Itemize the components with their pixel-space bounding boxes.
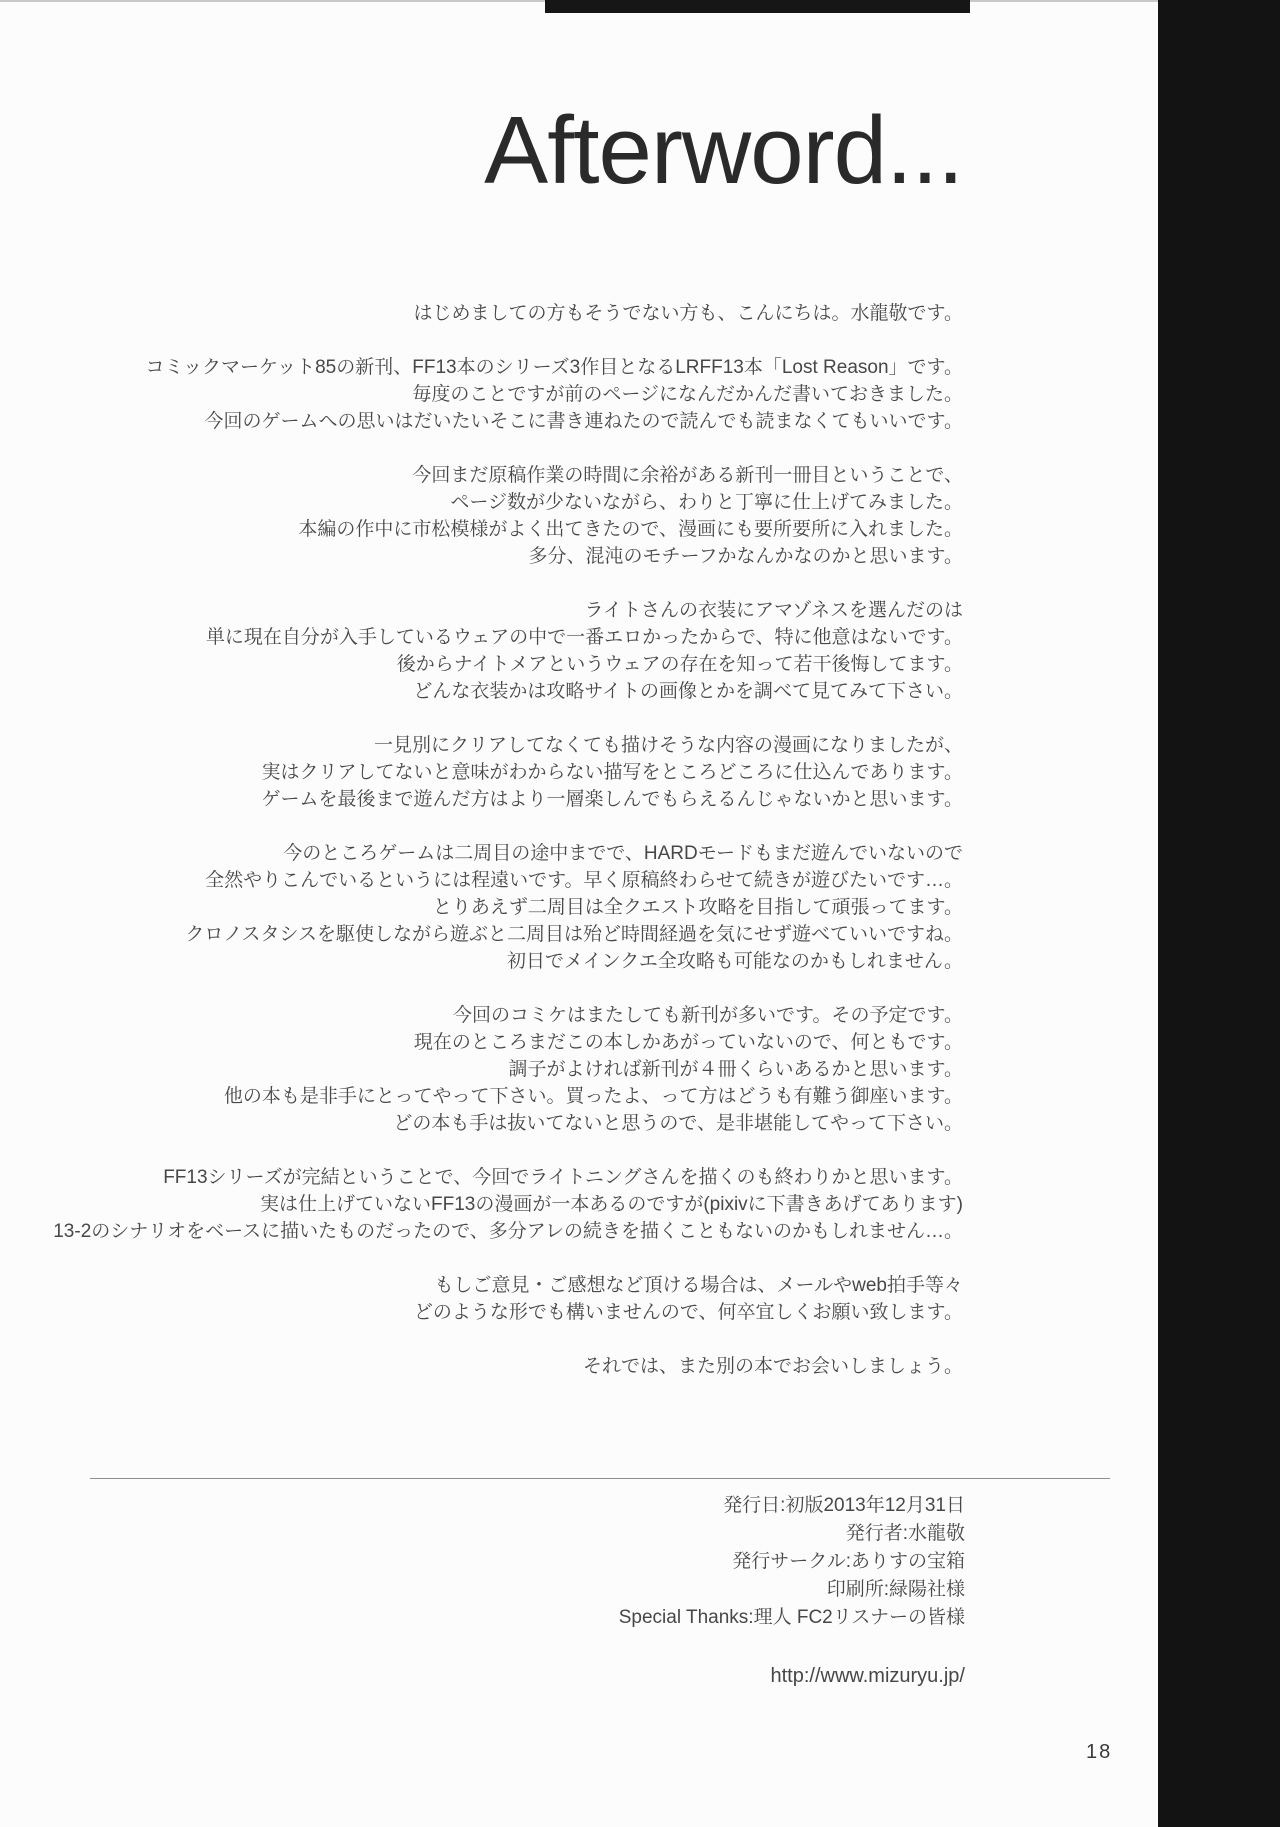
text-line: 現在のところまだこの本しかあがっていないので、何ともです。	[413, 1032, 963, 1053]
text-line: 本編の作中に市松模様がよく出てきたので、漫画にも要所要所に入れました。	[298, 519, 963, 540]
text-line: 今回のゲームへの思いはだいたいそこに書き連ねたので読んでも読まなくてもいいです。	[204, 411, 963, 432]
text-line: どの本も手は抜いてないと思うので、是非堪能してやって下さい。	[393, 1113, 963, 1134]
colophon-divider	[90, 1478, 1110, 1479]
text-line: 単に現在自分が入手しているウェアの中で一番エロかったからで、特に他意はないです。	[205, 627, 963, 648]
text-line: 一見別にクリアしてなくても描けそうな内容の漫画になりましたが、	[373, 735, 963, 756]
text-line: 今のところゲームは二周目の途中までで、HARDモードもまだ遊んでいないので	[283, 843, 963, 864]
text-line: ページ数が少ないながら、わりと丁寧に仕上げてみました。	[450, 492, 963, 513]
paragraph-new-book	[40, 354, 963, 435]
text-line: クロノスタシスを駆使しながら遊ぶと二周目は殆ど時間経過を気にせず遊べていいですね。	[185, 924, 963, 945]
paragraph-comiket	[40, 1002, 963, 1137]
text-line: それでは、また別の本でお会いしましょう。	[582, 1356, 963, 1377]
text-line: 多分、混沌のモチーフかなんかなのかと思います。	[528, 546, 963, 567]
text-line: 後からナイトメアというウェアの存在を知って若干後悔してます。	[396, 654, 963, 675]
text-line: 毎度のことですが前のページになんだかんだ書いておきました。	[412, 384, 963, 405]
text-line: もしご意見・ご感想など頂ける場合は、メールやweb拍手等々	[434, 1275, 963, 1296]
text-line: 今回まだ原稿作業の時間に余裕がある新刊一冊目ということで、	[412, 465, 963, 486]
paragraph-farewell	[40, 1353, 963, 1380]
page-number: 18	[1086, 1741, 1113, 1763]
colophon-publisher: 発行者:水龍敬	[845, 1523, 965, 1544]
colophon-circle: 発行サークル:ありすの宝箱	[732, 1551, 965, 1572]
text-line: どんな衣装かは攻略サイトの画像とかを調べて見てみて下さい。	[413, 681, 963, 702]
text-line: 13-2のシナリオをベースに描いたものだったので、多分アレの続きを描くこともないのかもしれません…。	[53, 1221, 963, 1242]
text-line: 実は仕上げていないFF13の漫画が一本あるのですが(pixivに下書きあげてあります)	[259, 1194, 963, 1215]
paragraph-clear-content	[40, 732, 963, 813]
top-black-strip	[545, 0, 970, 13]
paragraph-production	[40, 462, 963, 570]
page-title: Afterword...	[484, 97, 963, 204]
paragraph-costume	[40, 597, 963, 705]
text-line: どのような形でも構いませんので、何卒宜しくお願い致します。	[413, 1302, 963, 1323]
paragraph-series-end	[40, 1164, 963, 1245]
text-line: ライトさんの衣装にアマゾネスを選んだのは	[584, 600, 963, 621]
text-line: はじめましての方もそうでない方も、こんにちは。水龍敬です。	[413, 303, 963, 324]
colophon-publish-date: 発行日:初版2013年12月31日	[723, 1495, 965, 1516]
text-line: 今回のコミケはまたしても新刊が多いです。その予定です。	[453, 1005, 963, 1026]
text-line: コミックマーケット85の新刊、FF13本のシリーズ3作目となるLRFF13本「Lost Reason」です。	[145, 357, 963, 378]
right-black-bar	[1158, 0, 1280, 1827]
text-line: 調子がよければ新刊が４冊くらいあるかと思います。	[508, 1059, 963, 1080]
site-url: http://www.mizuryu.jp/	[770, 1665, 965, 1687]
text-line: 実はクリアしてないと意味がわからない描写をところどころに仕込んであります。	[261, 762, 963, 783]
text-line: 他の本も是非手にとってやって下さい。買ったよ、って方はどうも有難う御座います。	[223, 1086, 963, 1107]
afterword-body	[40, 300, 963, 1407]
colophon-special-thanks: Special Thanks:理人 FC2リスナーの皆様	[618, 1607, 965, 1628]
paragraph-greeting	[40, 300, 963, 327]
text-line: 全然やりこんでいるというには程遠いです。早く原稿終わらせて続きが遊びたいです…。	[205, 870, 963, 891]
colophon-printer: 印刷所:緑陽社様	[826, 1579, 965, 1600]
text-line: とりあえず二周目は全クエスト攻略を目指して頑張ってます。	[432, 897, 963, 918]
paragraph-game-progress	[40, 840, 963, 975]
paragraph-feedback	[40, 1272, 963, 1326]
text-line: FF13シリーズが完結ということで、今回でライトニングさんを描くのも終わりかと思います。	[163, 1167, 963, 1188]
colophon	[300, 1492, 965, 1690]
text-line: 初日でメインクエ全攻略も可能なのかもしれません。	[506, 951, 963, 972]
text-line: ゲームを最後まで遊んだ方はより一層楽しんでもらえるんじゃないかと思います。	[261, 789, 963, 810]
